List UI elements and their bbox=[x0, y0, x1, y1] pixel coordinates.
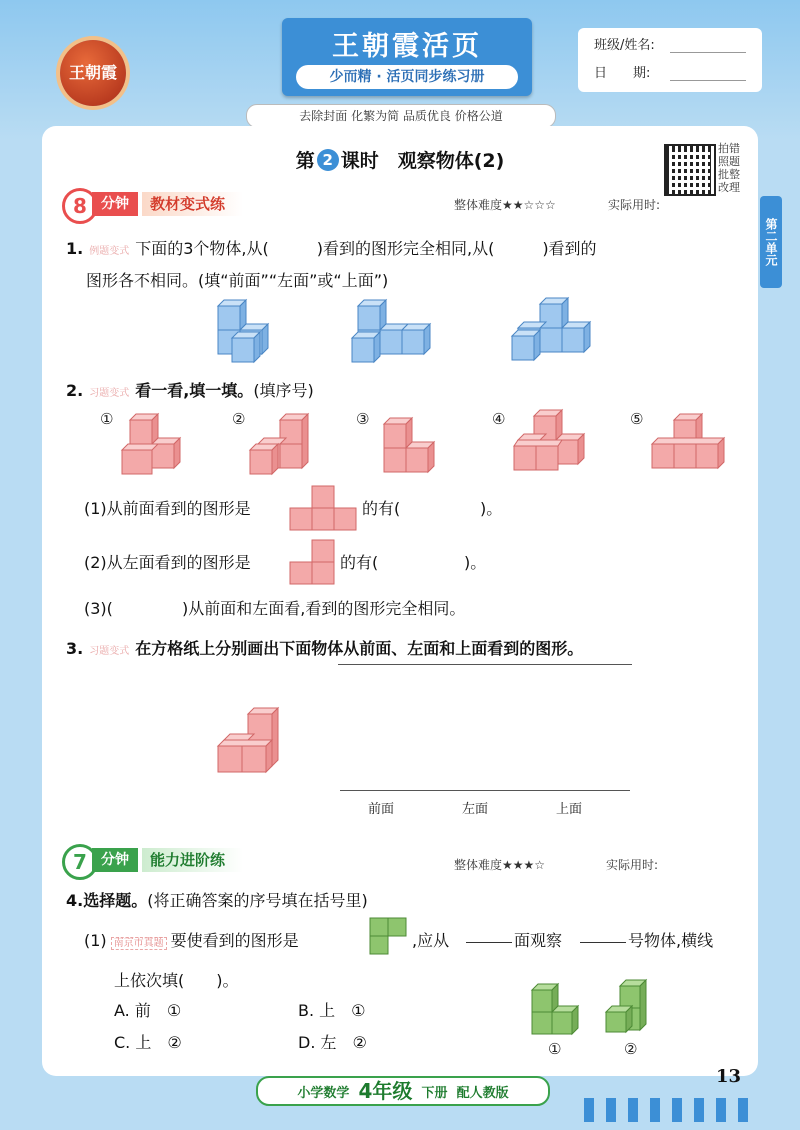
section2-minutes-number: 7 bbox=[62, 844, 98, 880]
q3-label-top: 上面 bbox=[556, 802, 583, 817]
q1-object-2 bbox=[348, 300, 458, 366]
q2-label-1: ① bbox=[100, 410, 114, 428]
q1-line-2: 图形各不相同。(填“前面”“左面”或“上面”) bbox=[86, 271, 389, 290]
brand-subtitle: 少而精 · 活页同步练习册 bbox=[296, 65, 518, 89]
cube bbox=[232, 332, 260, 362]
q4-sub1-line2: 上依次填( )。 bbox=[114, 971, 239, 990]
cube bbox=[250, 444, 278, 474]
footer-subject: 小学数学 bbox=[297, 1086, 350, 1101]
q3-text: 在方格纸上分别画出下面物体从前面、左面和上面看到的图形。 bbox=[135, 639, 584, 658]
cube bbox=[652, 438, 724, 468]
q2-number: 2. bbox=[66, 381, 84, 400]
q4-sub1-text-b: ,应从 bbox=[412, 931, 450, 950]
q3-number: 3. bbox=[66, 639, 84, 658]
q2-label-3: ③ bbox=[356, 410, 370, 428]
q1-object-1 bbox=[210, 300, 310, 366]
lesson-title bbox=[220, 146, 580, 173]
section1-time-used: 实际用时: bbox=[608, 198, 661, 212]
q3-label-left: 左面 bbox=[462, 802, 489, 817]
cube bbox=[606, 1006, 632, 1032]
date-field[interactable] bbox=[670, 66, 746, 81]
binding-holes bbox=[584, 1098, 760, 1126]
date-label: 日 期: bbox=[594, 66, 651, 81]
section1-difficulty: 整体难度★★☆☆☆ bbox=[454, 198, 556, 212]
q4-option-b[interactable]: B. 上 ① bbox=[298, 1001, 366, 1020]
q4-tag: 南京市真题 bbox=[111, 937, 167, 950]
section1-name: 教材变式练 bbox=[142, 192, 243, 216]
section2-name: 能力进阶练 bbox=[142, 848, 243, 872]
question-1 bbox=[66, 236, 756, 265]
q2-sub1-text-c: )。 bbox=[480, 499, 503, 518]
q2-sub2-answer-blank[interactable] bbox=[392, 550, 464, 576]
section2-minutes-label: 分钟 bbox=[92, 848, 138, 872]
q4-blank-direction[interactable] bbox=[466, 942, 512, 943]
q2-sub2-text-b: 的有( bbox=[340, 553, 379, 572]
name-date-box bbox=[578, 28, 762, 92]
q2-sub1-answer-blank[interactable] bbox=[412, 496, 480, 522]
cube bbox=[152, 438, 180, 468]
q2-title: 看一看,填一填。 bbox=[135, 381, 254, 400]
brand-logo bbox=[60, 40, 126, 106]
q4-sub1-text-a: 要使看到的图形是 bbox=[170, 931, 299, 950]
q4-option-a[interactable]: A. 前 ① bbox=[114, 1001, 182, 1020]
cube bbox=[552, 1006, 578, 1034]
q1-number: 1. bbox=[66, 239, 84, 258]
class-name-field[interactable] bbox=[670, 38, 746, 53]
q2-sub3-text-a: (3)( bbox=[84, 599, 113, 618]
question-3 bbox=[66, 636, 756, 665]
q3-drawing-grid[interactable] bbox=[338, 668, 632, 788]
q4-sub1-text-d: 号物体,横线 bbox=[628, 931, 714, 950]
q3-object bbox=[216, 706, 296, 778]
q4-view-shape bbox=[370, 918, 410, 958]
q2-sub2-left-view-shape bbox=[290, 538, 336, 584]
q4-sub1-prefix: (1) bbox=[84, 931, 107, 950]
q1-text-b: )看到的图形完全相同,从( bbox=[316, 239, 495, 258]
section2-header bbox=[62, 846, 282, 872]
q4-object-2-label: ② bbox=[624, 1040, 638, 1058]
brand-title: 王朝霞活页 bbox=[332, 31, 482, 62]
q4-note: (将正确答案的序号填在括号里) bbox=[147, 891, 368, 910]
q2-label-4: ④ bbox=[492, 410, 506, 428]
q2-object-1 bbox=[118, 414, 188, 478]
q4-blank-object[interactable] bbox=[580, 942, 626, 943]
q4-object-2 bbox=[602, 980, 662, 1036]
q4-sub1-text-c: 面观察 bbox=[514, 931, 563, 950]
unit-side-tab: 第二单元 bbox=[760, 196, 782, 288]
class-name-label: 班级/姓名: bbox=[594, 38, 655, 53]
section2-difficulty: 整体难度★★★☆ bbox=[454, 858, 546, 872]
q2-tag: 习题变式 bbox=[89, 388, 130, 399]
footer-banner bbox=[256, 1076, 550, 1106]
logo-text: 王朝霞 bbox=[68, 63, 117, 82]
q1-object-3 bbox=[508, 296, 618, 366]
q1-text-a: 下面的3个物体,从( bbox=[135, 239, 269, 258]
q2-sub2-text-c: )。 bbox=[464, 553, 487, 572]
slogan: 去除封面 化繁为简 品质优良 价格公道 bbox=[246, 104, 556, 128]
cube bbox=[130, 414, 158, 444]
q3-label-front: 前面 bbox=[368, 802, 395, 817]
qr-code-icon[interactable] bbox=[664, 144, 716, 196]
q2-sub2-text-a: (2)从左面看到的图形是 bbox=[84, 553, 251, 572]
q4-object-1-label: ① bbox=[548, 1040, 562, 1058]
question-2 bbox=[66, 378, 756, 407]
cube bbox=[352, 332, 380, 362]
footer-grade: 4年级 bbox=[358, 1079, 413, 1103]
q2-sub1-front-view-shape bbox=[290, 484, 358, 530]
section1-minutes-number: 8 bbox=[62, 188, 98, 224]
section1-minutes-label: 分钟 bbox=[92, 192, 138, 216]
q2-object-4 bbox=[510, 410, 590, 478]
cube bbox=[280, 414, 308, 468]
cube bbox=[358, 300, 386, 330]
question-4 bbox=[66, 888, 756, 914]
q2-sub3-text-b: )从前面和左面看,看到的图形完全相同。 bbox=[182, 599, 466, 618]
section1-header bbox=[62, 190, 282, 216]
q4-object-1 bbox=[528, 984, 588, 1036]
page-number: 13 bbox=[716, 1066, 742, 1087]
qr-caption: 拍错照题批整改理 bbox=[718, 142, 740, 194]
q2-sub1-text-a: (1)从前面看到的图形是 bbox=[84, 499, 251, 518]
cube bbox=[514, 440, 562, 470]
q2-note: (填序号) bbox=[253, 381, 314, 400]
q2-object-3 bbox=[378, 418, 448, 478]
q3-grid-bottom-line bbox=[340, 790, 630, 791]
cube bbox=[406, 442, 434, 472]
cube bbox=[512, 330, 540, 360]
q4-option-c[interactable]: C. 上 ② bbox=[114, 1033, 182, 1052]
q2-label-5: ⑤ bbox=[630, 410, 644, 428]
section2-time-used: 实际用时: bbox=[606, 858, 659, 872]
q2-sub1-text-b: 的有( bbox=[362, 499, 401, 518]
q1-tag: 例题变式 bbox=[89, 246, 130, 257]
cube bbox=[218, 300, 246, 330]
q2-label-2: ② bbox=[232, 410, 246, 428]
cube bbox=[218, 740, 272, 772]
footer-edition: 配人教版 bbox=[456, 1086, 509, 1101]
q2-object-2 bbox=[246, 414, 316, 478]
brand-banner bbox=[282, 18, 532, 96]
q3-grid-top-line bbox=[338, 664, 632, 665]
q4-number: 4. bbox=[66, 891, 84, 910]
q3-tag: 习题变式 bbox=[89, 646, 130, 657]
lesson-prefix: 第 bbox=[295, 150, 315, 172]
lesson-number: 2 bbox=[317, 149, 339, 171]
q1-text-c: )看到的 bbox=[542, 239, 597, 258]
cube bbox=[224, 734, 254, 740]
q2-object-5 bbox=[648, 414, 728, 478]
q4-option-d[interactable]: D. 左 ② bbox=[298, 1033, 367, 1052]
q2-sub3-answer-blank[interactable] bbox=[124, 596, 182, 622]
q4-title: 选择题。 bbox=[83, 891, 148, 910]
footer-term: 下册 bbox=[421, 1086, 448, 1101]
lesson-suffix: 课时 观察物体(2) bbox=[340, 150, 505, 172]
